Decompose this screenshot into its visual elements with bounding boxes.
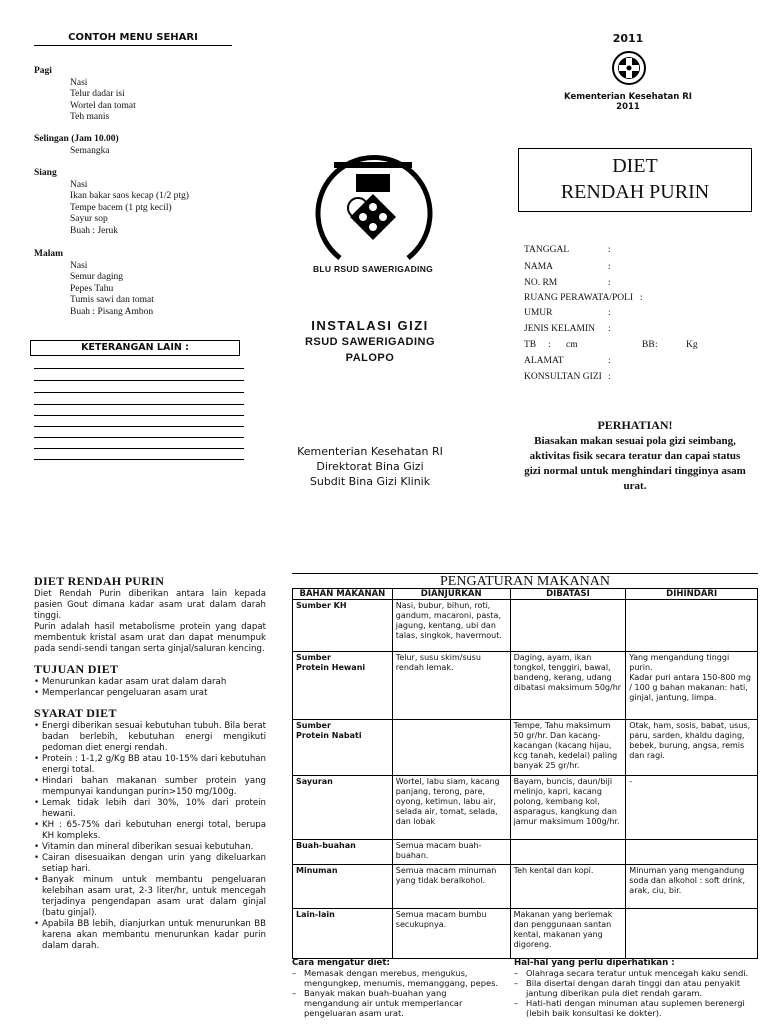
meal-item: Semur daging (70, 272, 124, 282)
meal-item: Sayur sop (70, 214, 108, 224)
note-line (34, 368, 244, 369)
note-line (34, 459, 244, 460)
table-cell: Tempe, Tahu maksimum 50 gr/hr. Dan kacang-kacangan (kacang hijau, kcg tanah, kedelai) paling banyak 25 gr/hr. (510, 720, 626, 776)
form-label: TANGGAL (524, 245, 570, 255)
tujuan-title: TUJUAN DIET (34, 662, 119, 676)
meal-heading: Selingan (Jam 10.00) (34, 134, 119, 144)
meal-item: Nasi (70, 260, 88, 271)
table-row (293, 865, 758, 909)
instalasi-hospital: RSUD SAWERIGADING (304, 336, 436, 348)
form-sep: : (548, 340, 551, 350)
list-item: – Banyak makan buah-buahan yang mengandung air untuk memperlancar pengeluaran asam urat. (292, 988, 504, 1018)
bb-unit: Kg (686, 340, 698, 350)
meal-item: Tumis sawi dan tomat (70, 295, 154, 305)
pengaturan-table (292, 588, 758, 959)
column-header: DIHINDARI (626, 589, 758, 600)
form-field-tanggal[interactable] (524, 245, 611, 261)
meal-item: Buah : Pisang Ambon (70, 306, 154, 317)
syarat-list (34, 721, 266, 952)
note-line (34, 415, 244, 416)
meal-heading: Siang (34, 168, 57, 178)
kementerian-block (280, 444, 460, 489)
table-cell (510, 840, 626, 865)
note-line (34, 404, 244, 405)
table-cell (510, 600, 626, 652)
bb-label: BB (642, 340, 655, 350)
list-item: – Hati-hati dengan minuman atau suplemen berenergi (lebih baik konsultasi ke dokter). (514, 998, 758, 1018)
table-row (293, 776, 758, 840)
list-item: • Memperlancar pengeluaran asam urat (34, 688, 266, 699)
meal-item: Ikan bakar saos kecap (1/2 ptg) (70, 191, 189, 201)
form-field-ruang[interactable] (524, 293, 643, 309)
cara-list (292, 968, 504, 1018)
meal-pagi (34, 66, 136, 124)
table-cell: Semua macam buah-buahan. (392, 840, 510, 865)
note-line (34, 448, 244, 449)
form-field-konsultan[interactable] (524, 372, 611, 388)
form-sep: : (608, 245, 611, 255)
table-cell: Sayuran (293, 776, 393, 840)
diet-title-line2: RENDAH PURIN (560, 181, 710, 203)
table-cell: Semua macam bumbu secukupnya. (392, 909, 510, 959)
table-cell: Daging, ayam, ikan tongkol, tenggiri, bawal, bandeng, kerang, udang dibatasi maksimum 50g/hr (510, 652, 626, 720)
list-item: – Bila disertai dengan darah tinggi dan atau penyakit jantung diberikan pula diet rendah garam. (514, 978, 758, 998)
form-sep: : (608, 308, 611, 318)
diet-paragraph-1: Diet Rendah Purin diberikan antara lain kepada pasien Gout dimana kadar asam urat dalam darah tinggi. (34, 589, 266, 621)
form-sep: : (640, 293, 643, 303)
form-sep: : (608, 356, 611, 366)
table-cell: Yang mengandung tinggi purin. Kadar puri antara 150-800 mg / 100 g bahan makanan: hati, ginjal, jantung, limpa. (626, 652, 758, 720)
hal-title: Hal-hal yang perlu diperhatikan : (514, 958, 675, 968)
hal-list (514, 968, 758, 1018)
form-label: RUANG PERAWATA/POLI (524, 293, 634, 303)
list-item: • KH : 65-75% dari kebutuhan energi total, berupa KH kompleks. (34, 820, 266, 842)
meal-item: Pepes Tahu (70, 283, 114, 294)
menu-title: CONTOH MENU SEHARI (34, 32, 232, 46)
cara-section (292, 958, 504, 1018)
form-label: ALAMAT (524, 356, 564, 366)
meal-item: Wortel dan tomat (70, 100, 136, 111)
form-label: TB (524, 340, 537, 350)
kementerian-right-name: Kementerian Kesehatan RI (564, 92, 692, 102)
table-cell (626, 600, 758, 652)
meal-item: Teh manis (70, 112, 110, 122)
table-cell: Lain-lain (293, 909, 393, 959)
table-row (293, 840, 758, 865)
logo-label: BLU RSUD SAWERIGADING (312, 264, 434, 274)
meal-malam (34, 249, 154, 318)
list-item: • Menurunkan kadar asam urat dalam darah (34, 677, 266, 688)
list-item: – Olahraga secara teratur untuk mencegah kaku sendi. (514, 968, 758, 978)
meal-item: Buah : Jeruk (70, 225, 119, 236)
perhatian-title: PERHATIAN! (597, 418, 673, 432)
tujuan-list (34, 677, 266, 699)
list-item: • Lemak tidak lebih dari 30%, 10% dari protein hewani. (34, 798, 266, 820)
list-item: • Hindari bahan makanan sumber protein yang mempunyai kandungan purin>150 mg/100g. (34, 776, 266, 798)
list-item: – Memasak dengan merebus, mengukus, mengungkep, menumis, memanggang, pepes. (292, 968, 504, 988)
table-cell: - (626, 776, 758, 840)
form-sep: : (608, 278, 611, 288)
table-cell: Teh kental dan kopi. (510, 865, 626, 909)
form-field-nama[interactable] (524, 262, 611, 278)
meal-item: Semangka (70, 145, 110, 156)
meal-item: Nasi (70, 77, 88, 88)
meal-selingan (34, 134, 119, 157)
form-sep: : (655, 340, 658, 350)
form-field-alamat[interactable] (524, 356, 611, 372)
table-cell: Wortel, labu siam, kacang panjang, terong, pare, oyong, ketimun, labu air, selada air, tomat, selada, dan lobak (392, 776, 510, 840)
list-item: • Banyak minum untuk membantu pengeluaran kelebihan asam urat, 2-3 liter/hr, untuk mencegah terjadinya pengendapan asam urat dalam ginjal (batu ginjal). (34, 875, 266, 919)
meal-item: Telur dadar isi (70, 89, 125, 99)
kementerian-line: Kementerian Kesehatan RI (297, 445, 443, 458)
table-cell: Minuman yang mengandung soda dan alkohol : soft drink, arak, ciu, bir. (626, 865, 758, 909)
instalasi-city: PALOPO (345, 352, 395, 364)
table-cell: Sumber Protein Hewani (293, 652, 393, 720)
diet-title-box (518, 148, 752, 212)
list-item: • Protein : 1-1,2 g/Kg BB atau 10-15% dari kebutuhan energi total. (34, 754, 266, 776)
list-item: • Apabila BB lebih, dianjurkan untuk menurunkan BB karena akan membantu menurunkan kadar purin dalam darah. (34, 919, 266, 952)
hal-section (514, 958, 758, 1018)
form-field-umur[interactable] (524, 308, 611, 324)
table-cell: Sumber Protein Nabati (293, 720, 393, 776)
kementerian-right-year: 2011 (616, 102, 640, 112)
table-cell: Bayam, buncis, daun/biji melinjo, kapri, kacang polong, kembang kol, asparagus, kangkung dan jamur maksimum 100g/hr. (510, 776, 626, 840)
form-label: KONSULTAN GIZI (524, 372, 602, 382)
note-line (34, 380, 244, 381)
ministry-emblem (611, 50, 647, 86)
list-item: • Vitamin dan mineral diberikan sesuai kebutuhan. (34, 842, 266, 853)
table-cell: Minuman (293, 865, 393, 909)
keterangan-label: KETERANGAN LAIN : (30, 340, 240, 356)
meal-heading: Malam (34, 249, 64, 259)
column-header: DIANJURKAN (392, 589, 510, 600)
form-field-jenis-kelamin[interactable] (524, 324, 611, 340)
table-cell (392, 720, 510, 776)
note-line (34, 392, 244, 393)
table-cell: Sumber KH (293, 600, 393, 652)
perhatian-body: Biasakan makan sesuai pola gizi seimbang, aktivitas fisik secara teratur dan capai status gizi normal untuk menghindari tingginya asam urat. (524, 435, 746, 492)
table-cell: Semua macam minuman yang tidak beralkohol. (392, 865, 510, 909)
table-cell: Buah-buahan (293, 840, 393, 865)
table-row (293, 720, 758, 776)
diet-paragraph-2: Purin adalah hasil metabolisme protein yang dapat membentuk kristal asam urat dan dapat menumpuk pada sendi-sendi tangan serta ginjal/saluran kencing. (34, 622, 266, 654)
form-sep: : (608, 262, 611, 272)
table-cell: Nasi, bubur, bihun, roti, gandum, macaroni, pasta, jagung, kentang, ubi dan talas, singkok, havermout. (392, 600, 510, 652)
year-label: 2011 (612, 32, 644, 45)
form-label: UMUR (524, 308, 553, 318)
diet-section-title: DIET RENDAH PURIN (34, 574, 165, 588)
direktorat-line: Direktorat Bina Gizi (316, 460, 424, 473)
note-line (34, 426, 244, 427)
kementerian-right (538, 92, 718, 112)
form-sep: : (608, 324, 611, 334)
table-row (293, 652, 758, 720)
table-row (293, 600, 758, 652)
list-item: • Cairan disesuaikan dengan urin yang dikeluarkan setiap hari. (34, 853, 266, 875)
table-cell: Telur, susu skim/susu rendah lemak. (392, 652, 510, 720)
diet-title-line1: DIET (612, 155, 658, 177)
form-sep: : (608, 372, 611, 382)
meal-item: Tempe bacem (1 ptg kecil) (70, 202, 172, 213)
diet-info-section (34, 574, 266, 952)
meal-siang (34, 168, 189, 237)
cara-title: Cara mengatur diet: (292, 958, 390, 968)
list-item: • Energi diberikan sesuai kebutuhan tubuh. Bila berat badan berlebih, kebutuhan energi mengikuti pedoman diet energi rendah. (34, 721, 266, 754)
note-line (34, 437, 244, 438)
column-header: BAHAN MAKANAN (293, 589, 393, 600)
form-label: JENIS KELAMIN (524, 324, 595, 334)
form-field-tb-bb[interactable] (524, 340, 714, 356)
table-cell: Makanan yang berlemak dan penggunaan santan kental, makanan yang digoreng. (510, 909, 626, 959)
table-cell (626, 840, 758, 865)
column-header: DIBATASI (510, 589, 626, 600)
meal-heading: Pagi (34, 66, 52, 76)
table-cell: Otak, ham, sosis, babat, usus, paru, sarden, khaldu daging, bebek, burung, angsa, remis dan ragi. (626, 720, 758, 776)
meal-item: Nasi (70, 179, 88, 190)
form-label: NAMA (524, 262, 554, 272)
table-row (293, 909, 758, 959)
subdit-line: Subdit Bina Gizi Klinik (309, 475, 431, 488)
form-field-norm[interactable] (524, 278, 611, 294)
form-label: NO. RM (524, 278, 558, 288)
table-header-row (293, 589, 758, 600)
syarat-title: SYARAT DIET (34, 706, 117, 720)
pengaturan-title: PENGATURAN MAKANAN (292, 573, 758, 590)
instalasi-title: INSTALASI GIZI (311, 318, 429, 333)
tb-unit: cm (566, 340, 578, 350)
hospital-logo (298, 150, 448, 280)
table-cell (626, 909, 758, 959)
